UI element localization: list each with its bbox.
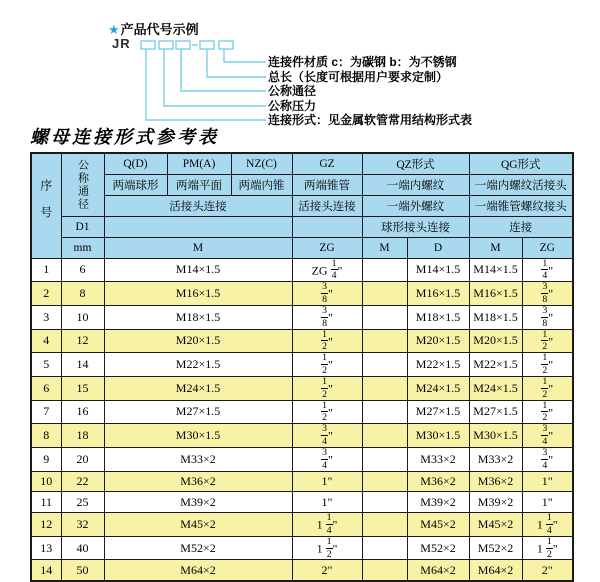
cell-qg-zg: $\frac{3}{8}$ ": [522, 282, 573, 306]
fraction: $\frac{1}{4}$: [326, 512, 332, 536]
cell-qz-m: [362, 471, 407, 492]
table-row: [31, 329, 573, 353]
fraction: $\frac{1}{2}$: [322, 400, 327, 424]
cell-qg-zg: 1 $\frac{1}{4}$ ": [522, 513, 573, 537]
cell-m-thread: M33×2: [104, 448, 292, 472]
cell-qg-zg: $\frac{1}{2}$ ": [522, 400, 573, 424]
qg-row3: 一端锥管螺纹接头: [469, 195, 573, 216]
fraction: $\frac{3}{8}$: [542, 281, 548, 306]
cell-gz-size: 1 $\frac{1}{4}$ ": [292, 513, 362, 537]
cell-dn: 15: [61, 376, 104, 400]
cell-qz-m: [362, 560, 407, 581]
cell-seq: 5: [31, 353, 61, 377]
qz-row3: 一端外螺纹: [362, 195, 469, 216]
qz-d-header: D: [407, 237, 469, 258]
cell-qz-m: [362, 492, 407, 513]
cell-qg-m: M18×1.5: [469, 305, 522, 329]
cell-qz-d: M18×1.5: [407, 305, 469, 329]
cell-gz-size: $\frac{3}{4}$ ": [292, 424, 362, 448]
cell-qg-zg: $\frac{1}{4}$ ": [522, 258, 573, 282]
cell-m-thread: M64×2: [104, 560, 292, 581]
reference-table: [30, 152, 574, 582]
fraction: $\frac{1}{4}$: [546, 512, 552, 536]
cell-dn: 14: [61, 353, 104, 377]
code-box-5: [219, 41, 233, 49]
cell-dn: 12: [61, 329, 104, 353]
col-header-q: Q(D): [104, 153, 167, 174]
cell-qz-d: M20×1.5: [407, 329, 469, 353]
cell-qz-d: M22×1.5: [407, 353, 469, 377]
cell-gz-size: 1": [292, 492, 362, 513]
fraction: $\frac{3}{4}$: [542, 423, 548, 448]
col-desc-qg: 一端内螺纹活接头: [469, 174, 573, 195]
fraction: $\frac{1}{4}$: [331, 258, 337, 282]
table-row: [31, 282, 573, 306]
cell-qg-zg: $\frac{1}{2}$ ": [522, 353, 573, 377]
cell-qg-m: M33×2: [469, 448, 522, 472]
cell-seq: 11: [31, 492, 61, 513]
cell-seq: 6: [31, 376, 61, 400]
code-prefix: JR: [112, 36, 131, 51]
code-label-pressure: 公称压力: [268, 99, 317, 113]
code-box-3: [176, 41, 190, 49]
cell-qz-d: M36×2: [407, 471, 469, 492]
col-desc-pm: 两端平面: [167, 174, 231, 195]
cell-m-thread: M45×2: [104, 513, 292, 537]
cell-qg-zg: $\frac{1}{2}$ ": [522, 376, 573, 400]
table-row: [31, 376, 573, 400]
cell-qg-zg: 2": [522, 560, 573, 581]
fraction: $\frac{1}{2}$: [322, 352, 327, 377]
col-desc-gz: 两端锥管: [292, 174, 362, 195]
gz-union-connection: 活接头连接: [292, 195, 362, 216]
cell-seq: 4: [31, 329, 61, 353]
fraction: $\frac{1}{2}$: [546, 536, 552, 560]
cell-qg-m: M36×2: [469, 471, 522, 492]
cell-seq: 1: [31, 258, 61, 282]
leader-line-5: [224, 49, 266, 62]
fraction: $\frac{3}{8}$: [322, 281, 327, 306]
code-box-1: [141, 41, 155, 49]
product-code-heading-text: 产品代号示例: [120, 22, 199, 37]
leader-line-4: [207, 49, 266, 77]
cell-m-thread: M39×2: [104, 492, 292, 513]
cell-qz-d: M52×2: [407, 536, 469, 560]
cell-m-thread: M24×1.5: [104, 376, 292, 400]
fraction: $\frac{1}{2}$: [542, 352, 548, 377]
cell-seq: 9: [31, 448, 61, 472]
fraction: $\frac{3}{8}$: [322, 305, 327, 329]
table-row: [31, 305, 573, 329]
cell-qz-d: M14×1.5: [407, 258, 469, 282]
cell-qg-m: M22×1.5: [469, 353, 522, 377]
cell-seq: 7: [31, 400, 61, 424]
cell-seq: 14: [31, 560, 61, 581]
table-row: [31, 400, 573, 424]
table-title: 螺母连接形式参考表: [30, 127, 219, 148]
qg-m-header: M: [469, 237, 522, 258]
table-row: [31, 258, 573, 282]
table-body: [31, 258, 573, 581]
col-header-pm: PM(A): [167, 153, 231, 174]
cell-qz-m: [362, 258, 407, 282]
col-header-seq: [31, 153, 61, 258]
cell-m-thread: M20×1.5: [104, 329, 292, 353]
cell-dn: 10: [61, 305, 104, 329]
fraction: $\frac{3}{4}$: [542, 447, 548, 471]
empty-header-cell: [104, 216, 292, 237]
mm-header: mm: [61, 237, 104, 258]
table-row: [31, 492, 573, 513]
col-desc-nz: 两端内锥: [231, 174, 292, 195]
col-header-nz: NZ(C): [231, 153, 292, 174]
cell-qg-m: M45×2: [469, 513, 522, 537]
code-label-diameter: 公称通径: [268, 84, 317, 98]
qz-m-header: M: [362, 237, 407, 258]
cell-gz-size: $\frac{1}{2}$ ": [292, 400, 362, 424]
cell-qg-zg: 1": [522, 471, 573, 492]
cell-qg-m: M14×1.5: [469, 258, 522, 282]
cell-gz-size: $\frac{1}{2}$ ": [292, 329, 362, 353]
cell-qz-d: M16×1.5: [407, 282, 469, 306]
table-row: [31, 424, 573, 448]
table-row: [31, 560, 573, 581]
cell-gz-size: 1": [292, 471, 362, 492]
cell-qz-m: [362, 329, 407, 353]
col-header-dn: [61, 153, 104, 216]
cell-qz-m: [362, 513, 407, 537]
cell-gz-size: $\frac{3}{8}$ ": [292, 305, 362, 329]
empty-header-cell: [292, 216, 362, 237]
star-icon: ★: [108, 22, 120, 37]
col-header-qg: QG形式: [469, 153, 573, 174]
cell-dn: 32: [61, 513, 104, 537]
cell-qg-zg: 1 $\frac{1}{2}$ ": [522, 536, 573, 560]
cell-gz-size: $\frac{3}{8}$ ": [292, 282, 362, 306]
table-row: [31, 536, 573, 560]
code-label-material: 连接件材质 c：为碳钢 b：为不锈钢: [268, 55, 457, 69]
cell-qz-m: [362, 424, 407, 448]
cell-m-thread: M52×2: [104, 536, 292, 560]
d1-header: D1: [61, 216, 104, 237]
cell-m-thread: M36×2: [104, 471, 292, 492]
cell-seq: 10: [31, 471, 61, 492]
cell-qg-zg: $\frac{3}{8}$ ": [522, 305, 573, 329]
cell-seq: 8: [31, 424, 61, 448]
table-row: [31, 471, 573, 492]
col-header-qz: QZ形式: [362, 153, 469, 174]
cell-dn: 20: [61, 448, 104, 472]
cell-qz-m: [362, 536, 407, 560]
fraction: $\frac{1}{2}$: [322, 329, 327, 353]
cell-qg-m: M39×2: [469, 492, 522, 513]
cell-m-thread: M14×1.5: [104, 258, 292, 282]
cell-qz-d: M64×2: [407, 560, 469, 581]
table-row: [31, 513, 573, 537]
cell-dn: 16: [61, 400, 104, 424]
cell-qz-m: [362, 282, 407, 306]
fraction: $\frac{1}{2}$: [542, 376, 548, 400]
fraction: $\frac{1}{2}$: [322, 376, 327, 400]
cell-qg-m: M24×1.5: [469, 376, 522, 400]
union-connection-span: 活接头连接: [104, 195, 292, 216]
cell-qg-m: M64×2: [469, 560, 522, 581]
cell-qz-d: M33×2: [407, 448, 469, 472]
zg-header: ZG: [292, 237, 362, 258]
cell-qz-m: [362, 376, 407, 400]
col-header-dn-text: 公称通径: [76, 158, 89, 211]
cell-seq: 12: [31, 513, 61, 537]
fraction: $\frac{1}{2}$: [542, 329, 548, 353]
cell-qg-m: M27×1.5: [469, 400, 522, 424]
cell-m-thread: M27×1.5: [104, 400, 292, 424]
col-header-seq-text: 序号: [38, 178, 53, 233]
cell-gz-size: ZG $\frac{1}{4}$ ": [292, 258, 362, 282]
cell-qg-zg: $\frac{3}{4}$ ": [522, 424, 573, 448]
fraction: $\frac{1}{4}$: [542, 258, 548, 282]
cell-seq: 3: [31, 305, 61, 329]
cell-qz-d: M30×1.5: [407, 424, 469, 448]
code-box-4: [200, 41, 214, 49]
table-header: [31, 153, 573, 258]
code-box-2: [159, 41, 173, 49]
cell-qg-m: M20×1.5: [469, 329, 522, 353]
qg-zg-header: ZG: [522, 237, 573, 258]
code-label-connection: 连接形式：见金属软管常用结构形式表: [268, 113, 473, 127]
cell-gz-size: $\frac{1}{2}$ ": [292, 376, 362, 400]
table-row: [31, 448, 573, 472]
cell-dn: 8: [61, 282, 104, 306]
fraction: $\frac{3}{4}$: [322, 447, 327, 471]
cell-gz-size: $\frac{1}{2}$ ": [292, 353, 362, 377]
m-header: M: [104, 237, 292, 258]
cell-qg-m: M52×2: [469, 536, 522, 560]
cell-gz-size: 1 $\frac{1}{2}$ ": [292, 536, 362, 560]
cell-qg-zg: $\frac{3}{4}$ ": [522, 448, 573, 472]
cell-dn: 40: [61, 536, 104, 560]
col-desc-qz: 一端内螺纹: [362, 174, 469, 195]
cell-qg-zg: 1": [522, 492, 573, 513]
cell-dn: 22: [61, 471, 104, 492]
cell-qz-m: [362, 305, 407, 329]
cell-m-thread: M30×1.5: [104, 424, 292, 448]
cell-qg-m: M30×1.5: [469, 424, 522, 448]
cell-seq: 2: [31, 282, 61, 306]
code-label-length: 总长（长度可根据用户要求定制）: [268, 70, 449, 84]
cell-qz-d: M45×2: [407, 513, 469, 537]
qg-row4: 连接: [469, 216, 573, 237]
cell-seq: 13: [31, 536, 61, 560]
col-header-gz: GZ: [292, 153, 362, 174]
cell-qg-zg: $\frac{1}{2}$ ": [522, 329, 573, 353]
nut-connection-table: [30, 152, 574, 582]
cell-qz-m: [362, 448, 407, 472]
cell-m-thread: M22×1.5: [104, 353, 292, 377]
cell-qz-d: M27×1.5: [407, 400, 469, 424]
cell-dn: 18: [61, 424, 104, 448]
cell-qg-m: M16×1.5: [469, 282, 522, 306]
cell-dn: 50: [61, 560, 104, 581]
col-desc-q: 两端球形: [104, 174, 167, 195]
cell-qz-m: [362, 400, 407, 424]
cell-gz-size: 2": [292, 560, 362, 581]
cell-m-thread: M18×1.5: [104, 305, 292, 329]
cell-dn: 6: [61, 258, 104, 282]
cell-qz-d: M39×2: [407, 492, 469, 513]
fraction: $\frac{3}{8}$: [542, 305, 548, 329]
cell-qz-d: M24×1.5: [407, 376, 469, 400]
cell-qz-m: [362, 353, 407, 377]
fraction: $\frac{1}{2}$: [326, 536, 332, 560]
qz-row4: 球形接头连接: [362, 216, 469, 237]
cell-m-thread: M16×1.5: [104, 282, 292, 306]
cell-gz-size: $\frac{3}{4}$ ": [292, 448, 362, 472]
cell-dn: 25: [61, 492, 104, 513]
fraction: $\frac{3}{4}$: [322, 423, 327, 448]
table-row: [31, 353, 573, 377]
fraction: $\frac{1}{2}$: [542, 400, 548, 424]
